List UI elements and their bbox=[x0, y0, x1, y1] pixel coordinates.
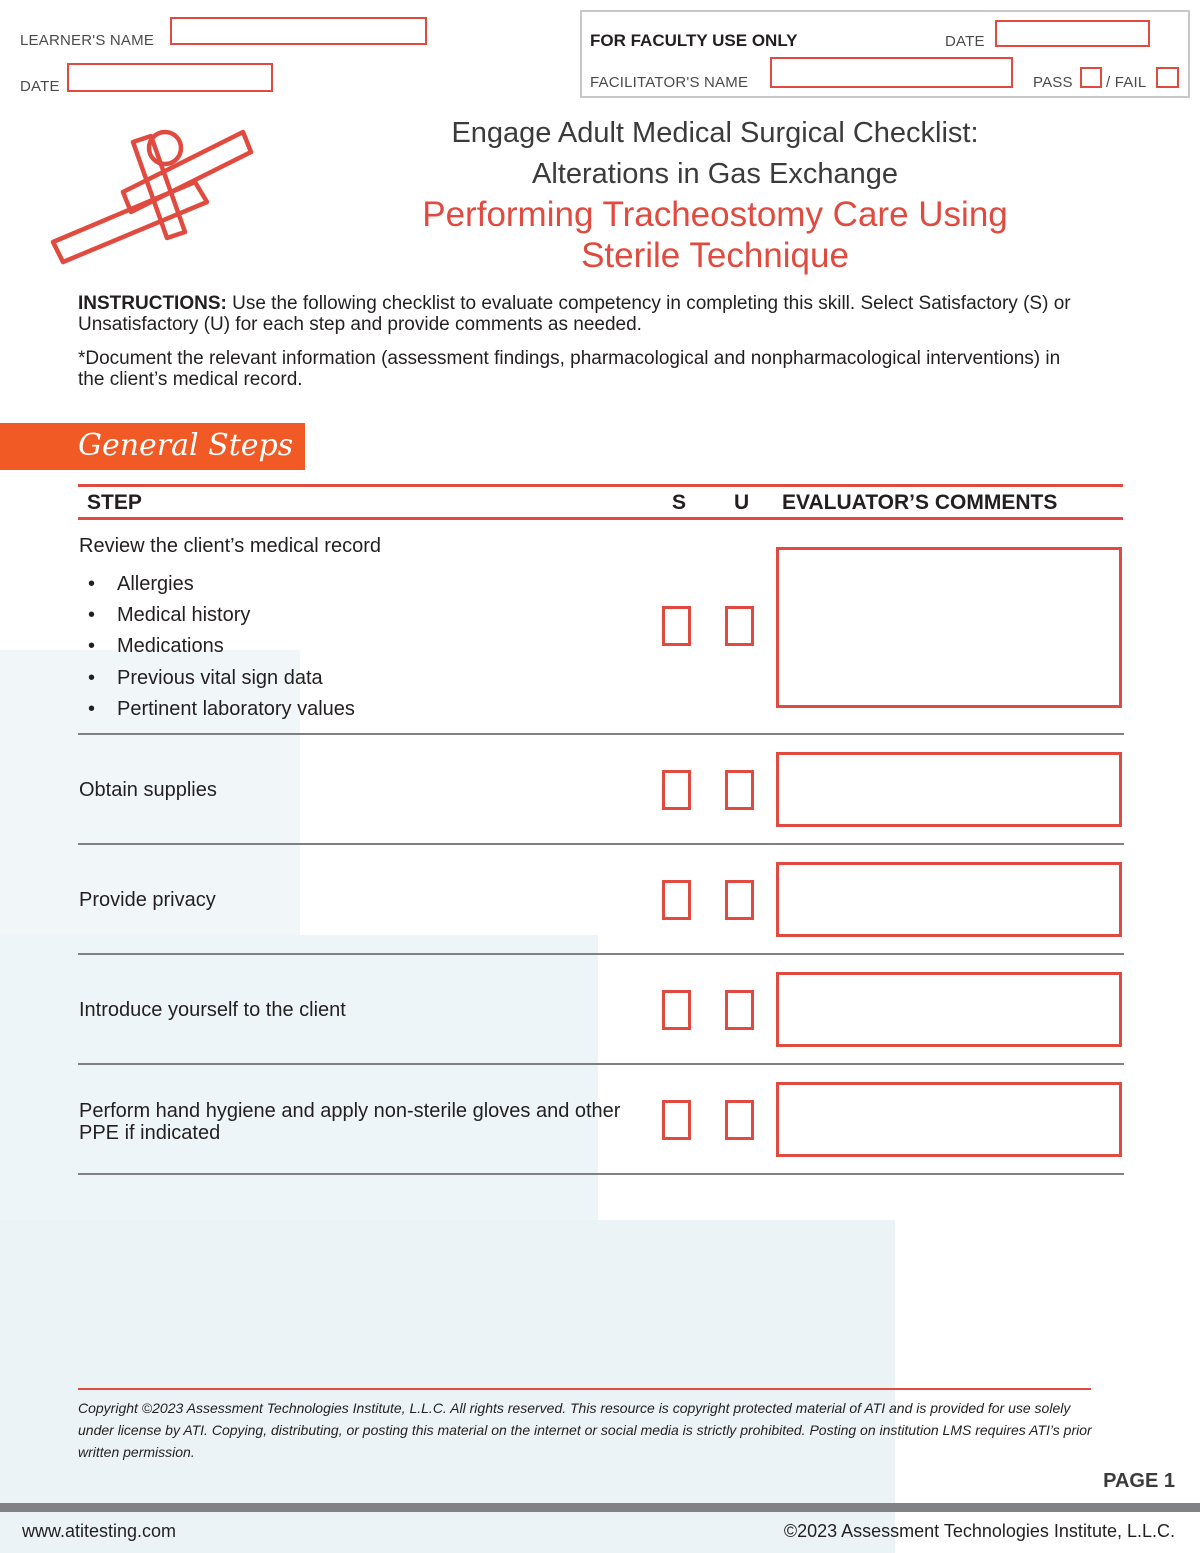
bullet-dot: • bbox=[88, 667, 96, 689]
satisfactory-checkbox[interactable] bbox=[662, 606, 691, 646]
faculty-date-input[interactable] bbox=[995, 20, 1150, 47]
step-column-header: STEP bbox=[87, 491, 142, 514]
bullet-item: Allergies bbox=[117, 573, 194, 595]
satisfactory-checkbox[interactable] bbox=[662, 990, 691, 1030]
s-column-header: S bbox=[672, 491, 687, 514]
fail-checkbox[interactable] bbox=[1156, 67, 1179, 88]
satisfactory-checkbox[interactable] bbox=[662, 880, 691, 920]
row-divider bbox=[78, 953, 1124, 955]
evaluator-comments-box[interactable] bbox=[776, 547, 1122, 708]
bullet-dot: • bbox=[88, 573, 96, 595]
evaluator-comments-box[interactable] bbox=[776, 972, 1122, 1047]
facilitator-name-label: FACILITATOR'S NAME bbox=[590, 74, 749, 91]
row-divider bbox=[78, 843, 1124, 845]
step-text: Provide privacy bbox=[79, 889, 216, 911]
page-number: PAGE 1 bbox=[1103, 1470, 1175, 1492]
row-divider bbox=[78, 1173, 1124, 1175]
faculty-title: FOR FACULTY USE ONLY bbox=[590, 31, 798, 50]
date-input[interactable] bbox=[67, 63, 273, 92]
company-copyright: ©2023 Assessment Technologies Institute, L.L.C. bbox=[783, 1521, 1175, 1541]
table-header-bottom-rule bbox=[78, 517, 1123, 520]
bullet-dot: • bbox=[88, 698, 96, 720]
learner-name-input[interactable] bbox=[170, 17, 427, 45]
bullet-item: Previous vital sign data bbox=[117, 667, 323, 689]
learner-name-label: LEARNER'S NAME bbox=[20, 32, 155, 49]
bullet-item: Medications bbox=[117, 635, 224, 657]
pass-checkbox[interactable] bbox=[1080, 67, 1102, 88]
ati-person-logo-icon bbox=[45, 120, 260, 270]
step-text: Obtain supplies bbox=[79, 779, 217, 801]
step-text: Introduce yourself to the client bbox=[79, 999, 346, 1021]
copyright-notice: Copyright ©2023 Assessment Technologies Institute, L.L.C. All rights reserved. This resource is copyright protected material of ATI and is provided for use solely under license by ATI. Copying, distributing, or posting this material on the internet or social media is strictly prohibited. Posting on institution LMS requires ATI’s prior written permission. bbox=[78, 1400, 1092, 1460]
fail-label: / FAIL bbox=[1106, 74, 1147, 91]
facilitator-name-input[interactable] bbox=[770, 57, 1013, 88]
unsatisfactory-checkbox[interactable] bbox=[725, 770, 754, 810]
step-text: Review the client’s medical record bbox=[79, 535, 381, 557]
unsatisfactory-checkbox[interactable] bbox=[725, 990, 754, 1030]
section-header bbox=[0, 423, 305, 470]
bullet-dot: • bbox=[88, 635, 96, 657]
date-label: DATE bbox=[20, 78, 60, 95]
comments-column-header: EVALUATOR’S COMMENTS bbox=[782, 491, 1058, 514]
table-header-top-rule bbox=[78, 484, 1123, 487]
satisfactory-checkbox[interactable] bbox=[662, 1100, 691, 1140]
bullet-dot: • bbox=[88, 604, 96, 626]
footer-rule bbox=[78, 1388, 1091, 1390]
bullet-item: Medical history bbox=[117, 604, 251, 626]
instructions-label: INSTRUCTIONS: bbox=[78, 293, 227, 314]
unsatisfactory-checkbox[interactable] bbox=[725, 1100, 754, 1140]
section-title: General Steps bbox=[78, 428, 294, 463]
u-column-header: U bbox=[734, 491, 750, 514]
faculty-date-label: DATE bbox=[945, 33, 985, 50]
instructions-text: Use the following checklist to evaluate competency in completing this skill. Select Satisfactory (S) or Unsatisfactory (U) for each step and provide comments as needed. bbox=[78, 293, 1071, 335]
bottom-bar bbox=[0, 1503, 1200, 1512]
satisfactory-checkbox[interactable] bbox=[662, 770, 691, 810]
unsatisfactory-checkbox[interactable] bbox=[725, 880, 754, 920]
step-text: Perform hand hygiene and apply non-sterile gloves and other PPE if indicated bbox=[79, 1100, 621, 1144]
pass-label: PASS bbox=[1033, 74, 1073, 91]
documentation-note: *Document the relevant information (assessment findings, pharmacological and nonpharmacological interventions) in the client’s medical record. bbox=[78, 348, 1061, 390]
checklist-title: Engage Adult Medical Surgical Checklist: bbox=[451, 117, 979, 149]
row-divider bbox=[78, 1063, 1124, 1065]
evaluator-comments-box[interactable] bbox=[776, 752, 1122, 827]
instructions bbox=[78, 293, 1078, 335]
evaluator-comments-box[interactable] bbox=[776, 1082, 1122, 1157]
evaluator-comments-box[interactable] bbox=[776, 862, 1122, 937]
bullet-item: Pertinent laboratory values bbox=[117, 698, 355, 720]
checklist-subtitle: Alterations in Gas Exchange bbox=[532, 158, 898, 190]
row-divider bbox=[78, 733, 1124, 735]
website-link[interactable]: www.atitesting.com bbox=[22, 1521, 177, 1541]
skill-title: Performing Tracheostomy Care Using bbox=[422, 195, 1008, 234]
skill-title-line2: Sterile Technique bbox=[581, 236, 849, 275]
unsatisfactory-checkbox[interactable] bbox=[725, 606, 754, 646]
